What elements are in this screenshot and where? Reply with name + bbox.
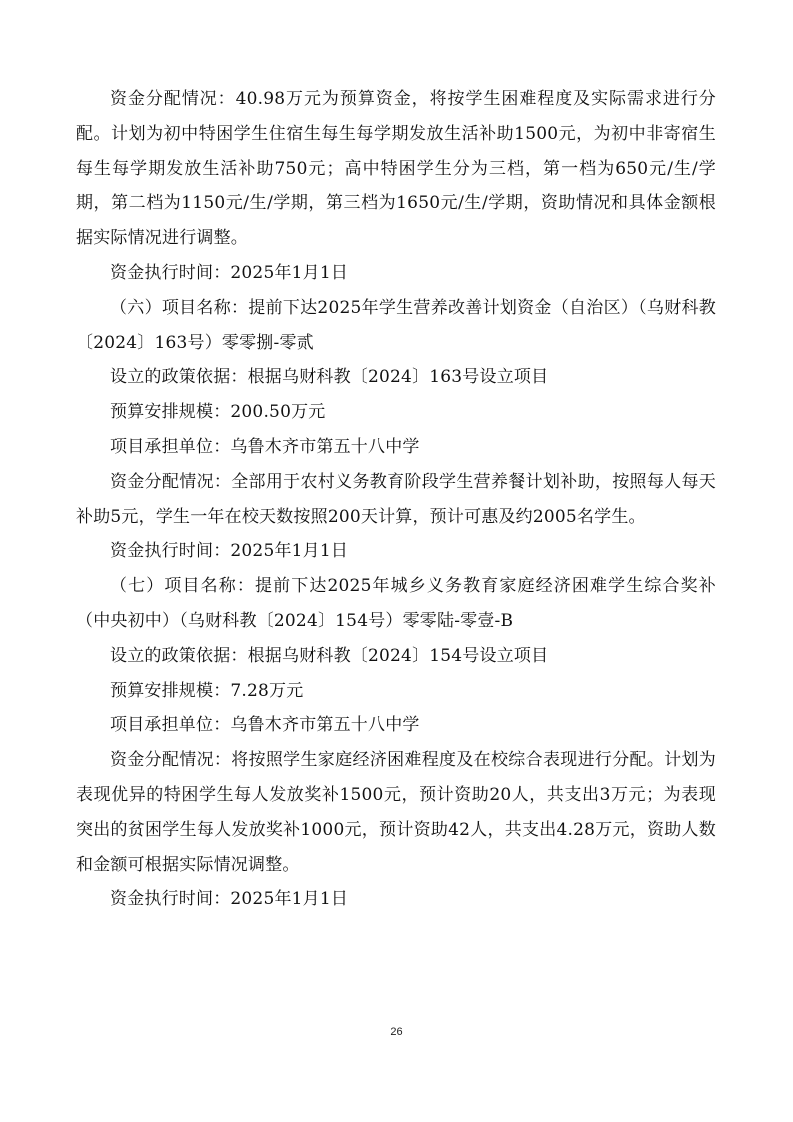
paragraph-project-name-6: （六）项目名称：提前下达2025年学生营养改善计划资金（自治区）（乌财科教〔2024〕163号）零零捌-零贰: [76, 297, 716, 353]
paragraph-fund-allocation-6: 资金分配情况：全部用于农村义务教育阶段学生营养餐计划补助，按照每人每天补助5元，学生一年在校天数按照200天计算，预计可惠及约2005名学生。: [76, 471, 716, 527]
paragraph-execution-time-1: 资金执行时间：2025年1月1日: [110, 262, 349, 283]
paragraph-budget-scale-6: 预算安排规模：200.50万元: [110, 402, 326, 423]
page-number: 26: [390, 1026, 403, 1038]
paragraph-policy-basis-7: 设立的政策依据：根据乌财科教〔2024〕154号设立项目: [110, 645, 549, 666]
paragraph-responsible-unit-6: 项目承担单位：乌鲁木齐市第五十八中学: [110, 436, 420, 457]
paragraph-execution-time-7: 资金执行时间：2025年1月1日: [110, 889, 349, 910]
paragraph-policy-basis-6: 设立的政策依据：根据乌财科教〔2024〕163号设立项目: [110, 367, 549, 388]
paragraph-project-name-7: （七）项目名称：提前下达2025年城乡义务教育家庭经济困难学生综合奖补（中央初中）（乌财科教〔2024〕154号）零零陆-零壹-B: [76, 576, 716, 631]
paragraph-fund-allocation-1: 资金分配情况：40.98万元为预算资金，将按学生困难程度及实际需求进行分配。计划为初中特困学生住宿生每生每学期发放生活补助1500元，为初中非寄宿生每生每学期发放生活补助750元；高中特困学生分为三档，第一档为650元/生/学期，第二档为1150元/生/学期，第三档为1650元/生/学期，资助情况和具体金额根据实际情况进行调整。: [76, 89, 716, 249]
paragraph-responsible-unit-7: 项目承担单位：乌鲁木齐市第五十八中学: [110, 715, 420, 736]
paragraph-budget-scale-7: 预算安排规模：7.28万元: [110, 680, 304, 701]
document-body: [76, 82, 716, 917]
paragraph-fund-allocation-7: 资金分配情况：将按照学生家庭经济困难程度及在校综合表现进行分配。计划为表现优异的特困学生每人发放奖补1500元，预计资助20人，共支出3万元；为表现突出的贫困学生每人发放奖补1000元，预计资助42人，共支出4.28万元，资助人数和金额可根据实际情况调整。: [76, 750, 716, 875]
paragraph-execution-time-6: 资金执行时间：2025年1月1日: [110, 541, 349, 562]
